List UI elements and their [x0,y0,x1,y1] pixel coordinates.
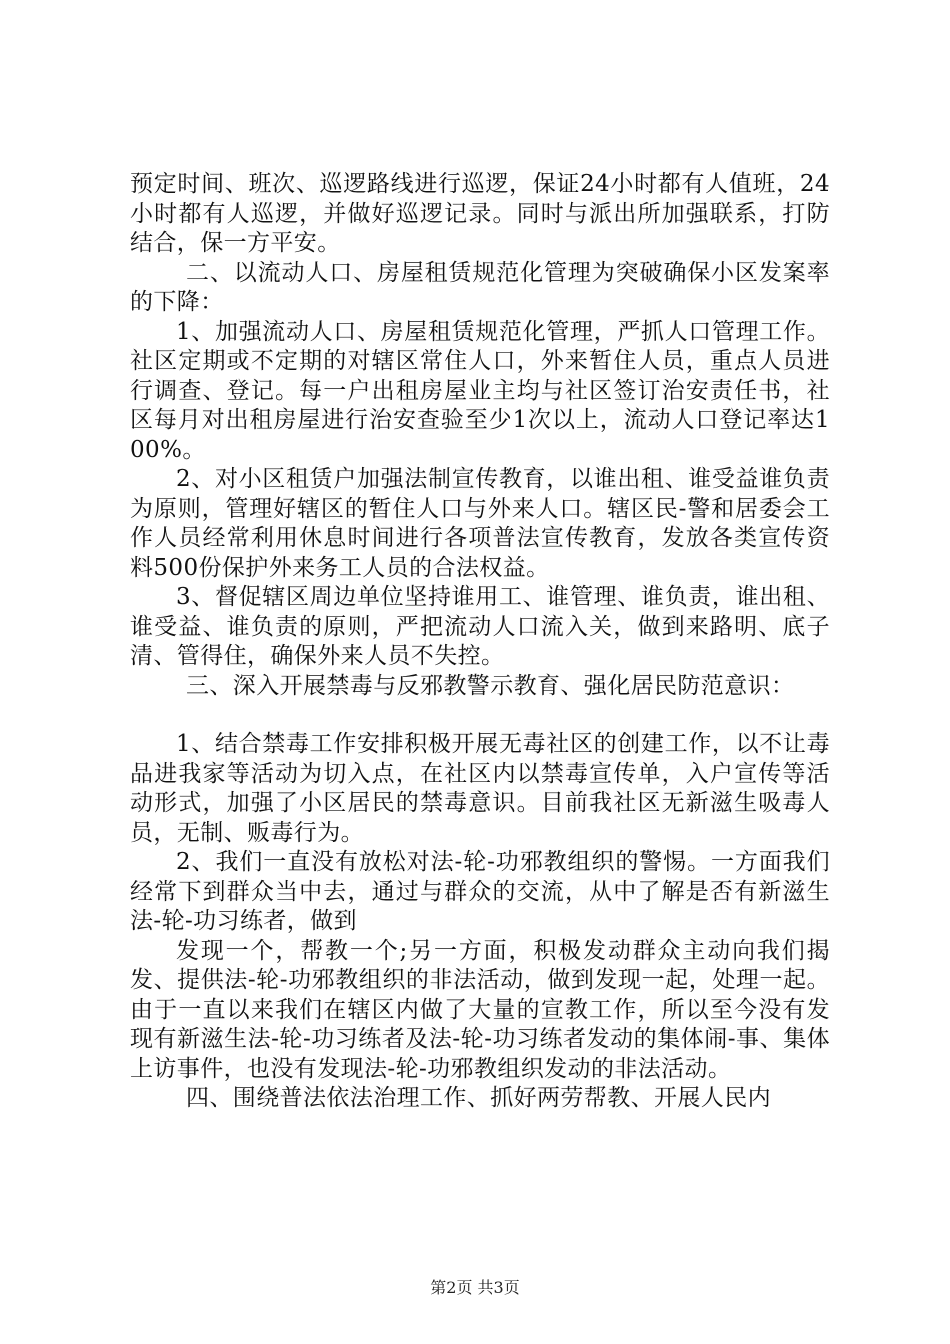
page-number-footer: 第2页 共3页 [430,1278,520,1297]
section-heading-3: 三、深入开展禁毒与反邪教警示教育、强化居民防范意识： [186,672,795,699]
section-heading-2: 二、以流动人口、房屋租赁规范化管理为突破确保小区发案率的下降： [130,259,830,315]
document-body [130,170,830,1114]
paragraph-2-2: 2、对小区租赁户加强法制宣传教育，以谁出租、谁受益谁负责为原则，管理好辖区的暂住人口与外来人口。辖区民-警和居委会工作人员经常利用休息时间进行各项普法宣传教育，发放各类宣传资料500份保护外来务工人员的合法权益。 [130,466,830,581]
paragraph-3-2: 2、我们一直没有放松对法-轮-功邪教组织的警惕。一方面我们经常下到群众当中去，通过与群众的交流，从中了解是否有新滋生法-轮-功习练者，做到 [130,849,830,934]
paragraph-patrol-continued: 预定时间、班次、巡逻路线进行巡逻，保证24小时都有人值班，24小时都有人巡逻，并做好巡逻记录。同时与派出所加强联系，打防结合，保一方平安。 [130,171,830,256]
paragraph-2-1: 1、加强流动人口、房屋租赁规范化管理，严抓人口管理工作。社区定期或不定期的对辖区常住人口，外来暂住人员，重点人员进行调查、登记。每一户出租房屋业主均与社区签订治安责任书，社区每月对出租房屋进行治安查验至少1次以上，流动人口登记率达100%。 [130,318,830,463]
paragraph-3-1: 1、结合禁毒工作安排积极开展无毒社区的创建工作，以不让毒品进我家等活动为切入点，在社区内以禁毒宣传单，入户宣传等活动形式，加强了小区居民的禁毒意识。目前我社区无新滋生吸毒人员，无制、贩毒行为。 [130,731,830,846]
blank-line [130,701,830,730]
section-heading-4: 四、围绕普法依法治理工作、抓好两劳帮教、开展人民内 [186,1085,771,1111]
paragraph-2-3: 3、督促辖区周边单位坚持谁用工、谁管理、谁负责，谁出租、谁受益、谁负责的原则，严把流动人口流入关，做到来路明、底子清、管得住，确保外来人员不失控。 [130,584,830,669]
paragraph-3-2-continued: 发现一个，帮教一个;另一方面，积极发动群众主动向我们揭发、提供法-轮-功邪教组织的非法活动，做到发现一起，处理一起。由于一直以来我们在辖区内做了大量的宣教工作，所以至今没有发现有新滋生法-轮-功习练者及法-轮-功习练者发动的集体闹-事、集体上访事件，也没有发现法-轮-功邪教组织发动的非法活动。 [130,937,830,1082]
